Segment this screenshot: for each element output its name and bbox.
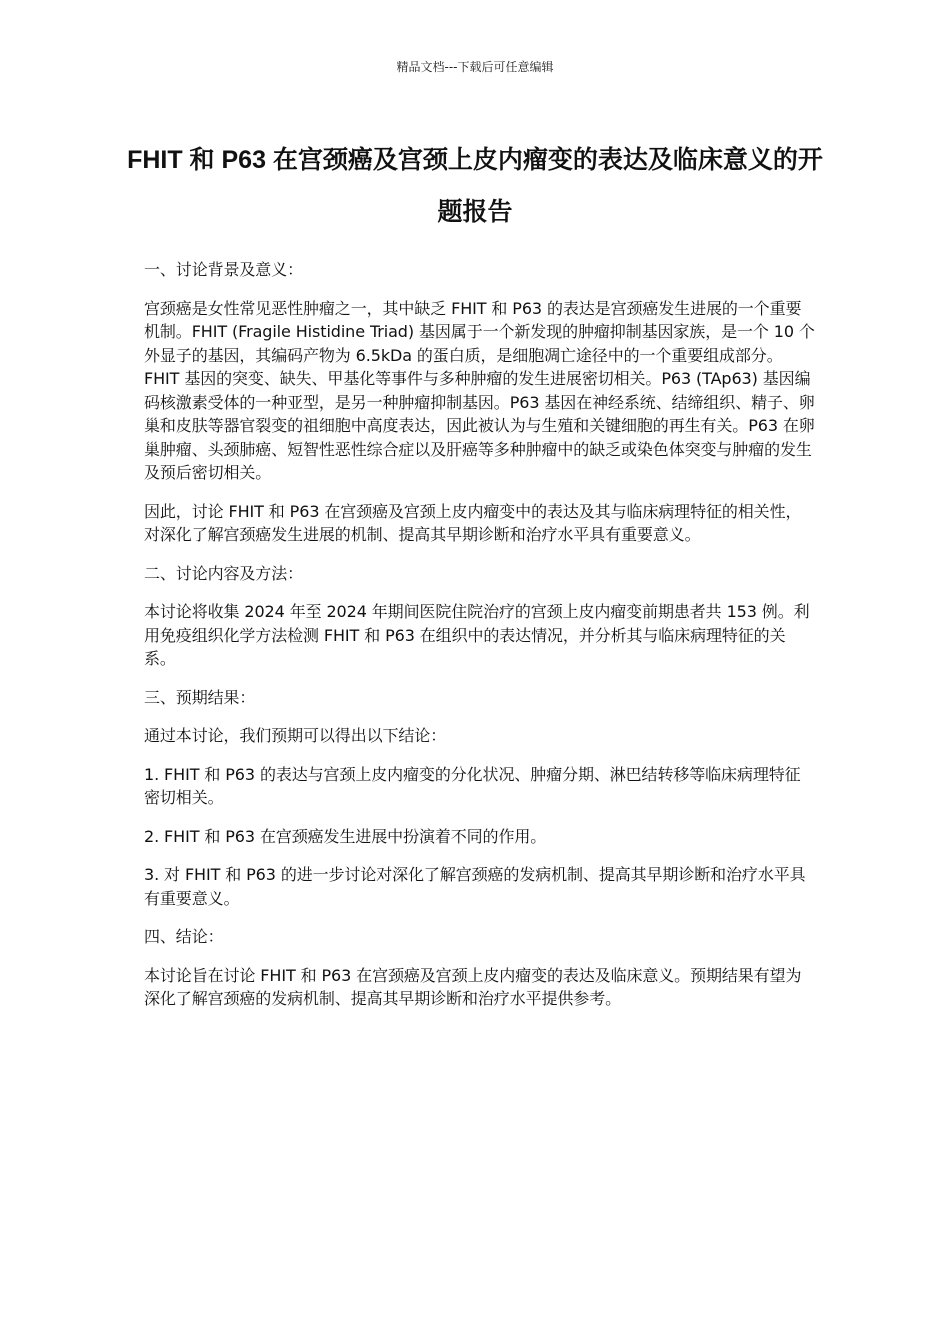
- list-item-result-1: 1. FHIT 和 P63 的表达与宫颈上皮内瘤变的分化状况、肿瘤分期、淋巴结转移等临床病理特征密切相关。: [144, 764, 801, 807]
- list-item-result-2: 2. FHIT 和 P63 在宫颈癌发生进展中扮演着不同的作用。: [144, 826, 547, 846]
- section-heading-expected-results: 三、预期结果：: [144, 687, 256, 707]
- paragraph-background: 宫颈癌是女性常见恶性肿瘤之一，其中缺乏 FHIT 和 P63 的表达是宫颈癌发生进展的一个重要机制。FHIT (Fragile Histidine Triad) 基因属于一个新发现的肿瘤抑制基因家族，是一个 10 个外显子的基因，其编码产物为 6.5kDa 的蛋白质，是细胞凋亡途径中的一个重要组成部分。FHIT 基因的突变、缺失、甲基化等事件与多种肿瘤的发生进展密切相关。P63 (TAp63) 基因编码核激素受体的一种亚型，是另一种肿瘤抑制基因。P63 基因在神经系统、结缔组织、精子、卵巢和皮肤等器官裂变的祖细胞中高度表达，因此被认为与生殖和关键细胞的再生有关。P63 在卵巢肿瘤、头颈肺癌、短智性恶性综合症以及肝癌等多种肿瘤中的缺乏或染色体突变与肿瘤的发生及预后密切相关。: [144, 298, 815, 482]
- page-header: 精品文档---下载后可任意编辑: [396, 60, 554, 74]
- section-heading-conclusion: 四、结论：: [144, 927, 224, 946]
- section-heading-methods: 二、讨论内容及方法：: [144, 563, 304, 583]
- paragraph-significance: 因此，讨论 FHIT 和 P63 在宫颈癌及宫颈上皮内瘤变中的表达及其与临床病理特征的相关性，对深化了解宫颈癌发生进展的机制、提高其早期诊断和治疗水平具有重要意义。: [144, 501, 802, 544]
- list-item-result-3: 3. 对 FHIT 和 P63 的进一步讨论对深化了解宫颈癌的发病机制、提高其早期诊断和治疗水平具有重要意义。: [144, 865, 806, 908]
- paragraph-expected-intro: 通过本讨论，我们预期可以得出以下结论：: [144, 726, 447, 745]
- section-heading-background: 一、讨论背景及意义：: [144, 260, 304, 279]
- document-body: [144, 258, 816, 1026]
- document-title: FHIT 和 P63 在宫颈癌及宫颈上皮内瘤变的表达及临床意义的开题报告: [127, 146, 823, 226]
- paragraph-conclusion: 本讨论旨在讨论 FHIT 和 P63 在宫颈癌及宫颈上皮内瘤变的表达及临床意义。预期结果有望为深化了解宫颈癌的发病机制、提高其早期诊断和治疗水平提供参考。: [144, 965, 802, 1008]
- paragraph-methods: 本讨论将收集 2024 年至 2024 年期间医院住院治疗的宫颈上皮内瘤变前期患者共 153 例。利用免疫组织化学方法检测 FHIT 和 P63 在组织中的表达情况，并分析其与临床病理特征的关系。: [144, 602, 810, 668]
